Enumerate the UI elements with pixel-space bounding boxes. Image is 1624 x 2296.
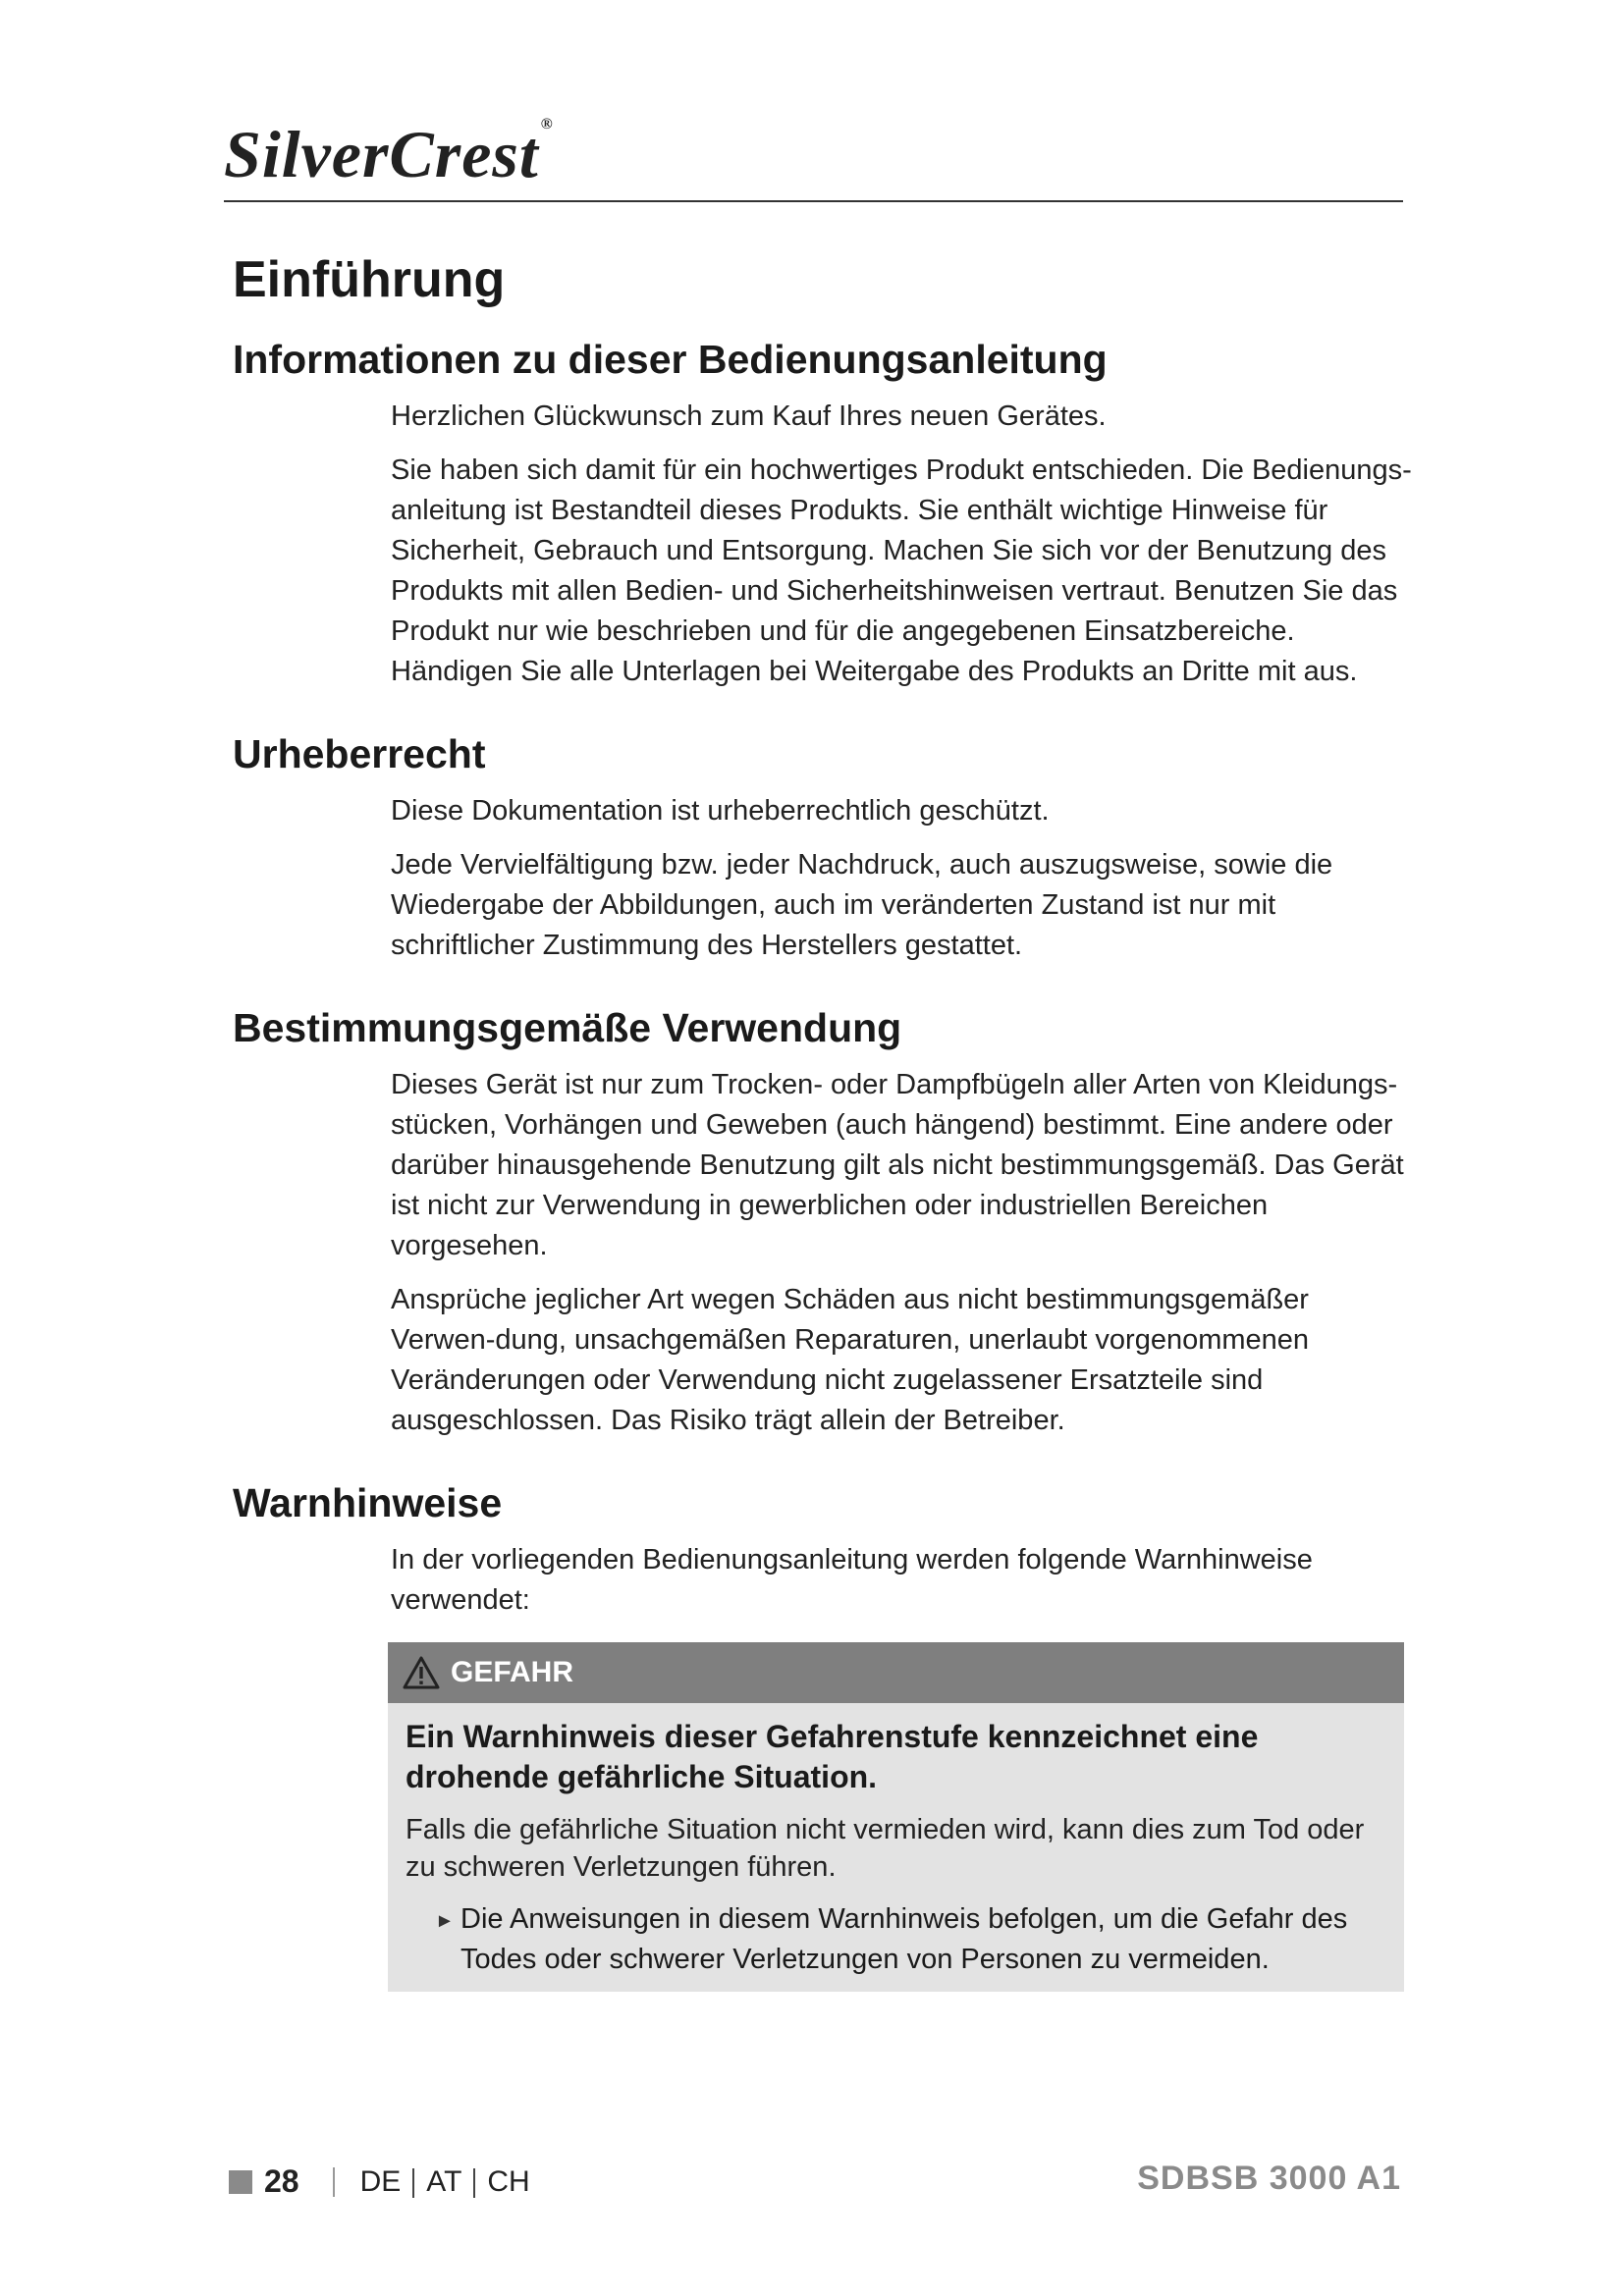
country-codes	[360, 2165, 530, 2199]
warning-header	[388, 1642, 1404, 1703]
page-content	[233, 250, 1411, 2031]
page-footer	[229, 2163, 530, 2200]
paragraph: Diese Dokumentation ist urheberrechtlich geschützt.	[391, 795, 1050, 827]
country-code: DE	[359, 2164, 402, 2198]
paragraph: Sie haben sich damit für ein hochwertiges Produkt entschieden. Die Bedienungs-anleitung ist Bestandteil dieses Produkts. Sie enthält wichtige Hinweise für Sicherheit, Gebrauch und Entsorgung. Machen Sie sich vor der Benutzung des Produkts mit allen Bedien- und Sicherheitshinweisen vertraut. Benutzen Sie das Produkt nur wie beschrieben und für die angegebenen Einsatzbereiche. Händigen Sie alle Unterlagen bei Weitergabe des Produkts an Dritte mit aus.	[391, 454, 1412, 687]
page-number: 28	[264, 2163, 299, 2199]
warning-step	[435, 1899, 1386, 1980]
footer-divider	[333, 2167, 335, 2197]
warning-triangle-icon	[402, 1655, 441, 1690]
section-heading: Informationen zu dieser Bedienungsanleitung	[233, 337, 1108, 382]
warning-headline: Ein Warnhinweis dieser Gefahrenstufe kennzeichnet eine drohende gefährliche Situation.	[406, 1719, 1259, 1794]
arrow-right-icon: ►	[435, 1910, 455, 1932]
paragraph: Herzlichen Glückwunsch zum Kauf Ihres neuen Gerätes.	[391, 400, 1107, 432]
paragraph: Jede Vervielfältigung bzw. jeder Nachdruck, auch auszugsweise, sowie die Wiedergabe der Abbildungen, auch im veränderten Zustand ist nur mit schriftlicher Zustimmung des Herstellers gestattet.	[391, 849, 1333, 961]
section-warnings	[233, 1480, 1411, 1992]
section-intended-use	[233, 1005, 1411, 1441]
section-heading: Bestimmungsgemäße Verwendung	[233, 1005, 902, 1050]
brand-logo-text: SilverCrest	[224, 117, 539, 191]
paragraph: Ansprüche jeglicher Art wegen Schäden aus nicht bestimmungsgemäßer Verwen-dung, unsachgemäßen Reparaturen, unerlaubt vorgenommenen Veränderungen oder Verwendung nicht zugelassener Ersatzteile sind ausgeschlossen. Das Risiko trägt allein der Betreiber.	[391, 1284, 1310, 1436]
warning-step-text: Die Anweisungen in diesem Warnhinweis befolgen, um die Gefahr des Todes oder schwerer Verletzungen von Personen zu vermeiden.	[460, 1903, 1348, 1975]
model-number: SDBSB 3000 A1	[1137, 2160, 1401, 2197]
section-heading: Urheberrecht	[233, 731, 486, 776]
header-divider	[224, 200, 1403, 202]
section-manual-info	[233, 337, 1411, 692]
warning-text: Falls die gefährliche Situation nicht vermieden wird, kann dies zum Tod oder zu schweren Verletzungen führen.	[406, 1814, 1365, 1883]
paragraph: Dieses Gerät ist nur zum Trocken- oder Dampfbügeln aller Arten von Kleidungs-stücken, Vorhängen und Geweben (auch hängend) bestimmt. Eine andere oder darüber hinausgehende Benutzung gilt als nicht bestimmungsgemäß. Das Gerät ist nicht zur Verwendung in gewerblichen oder industriellen Bereichen vorgesehen.	[391, 1069, 1404, 1261]
country-code: AT	[426, 2164, 462, 2198]
danger-warning-box	[388, 1642, 1404, 1992]
brand-logo: SilverCrest ®	[224, 116, 554, 191]
page-title: Einführung	[233, 251, 506, 308]
section-heading: Warnhinweise	[233, 1480, 503, 1525]
page-marker-square	[229, 2170, 252, 2194]
warning-label: GEFAHR	[451, 1656, 574, 1688]
paragraph: In der vorliegenden Bedienungsanleitung werden folgende Warnhinweise verwendet:	[391, 1544, 1313, 1616]
country-code: CH	[487, 2164, 530, 2198]
section-copyright	[233, 731, 1411, 966]
